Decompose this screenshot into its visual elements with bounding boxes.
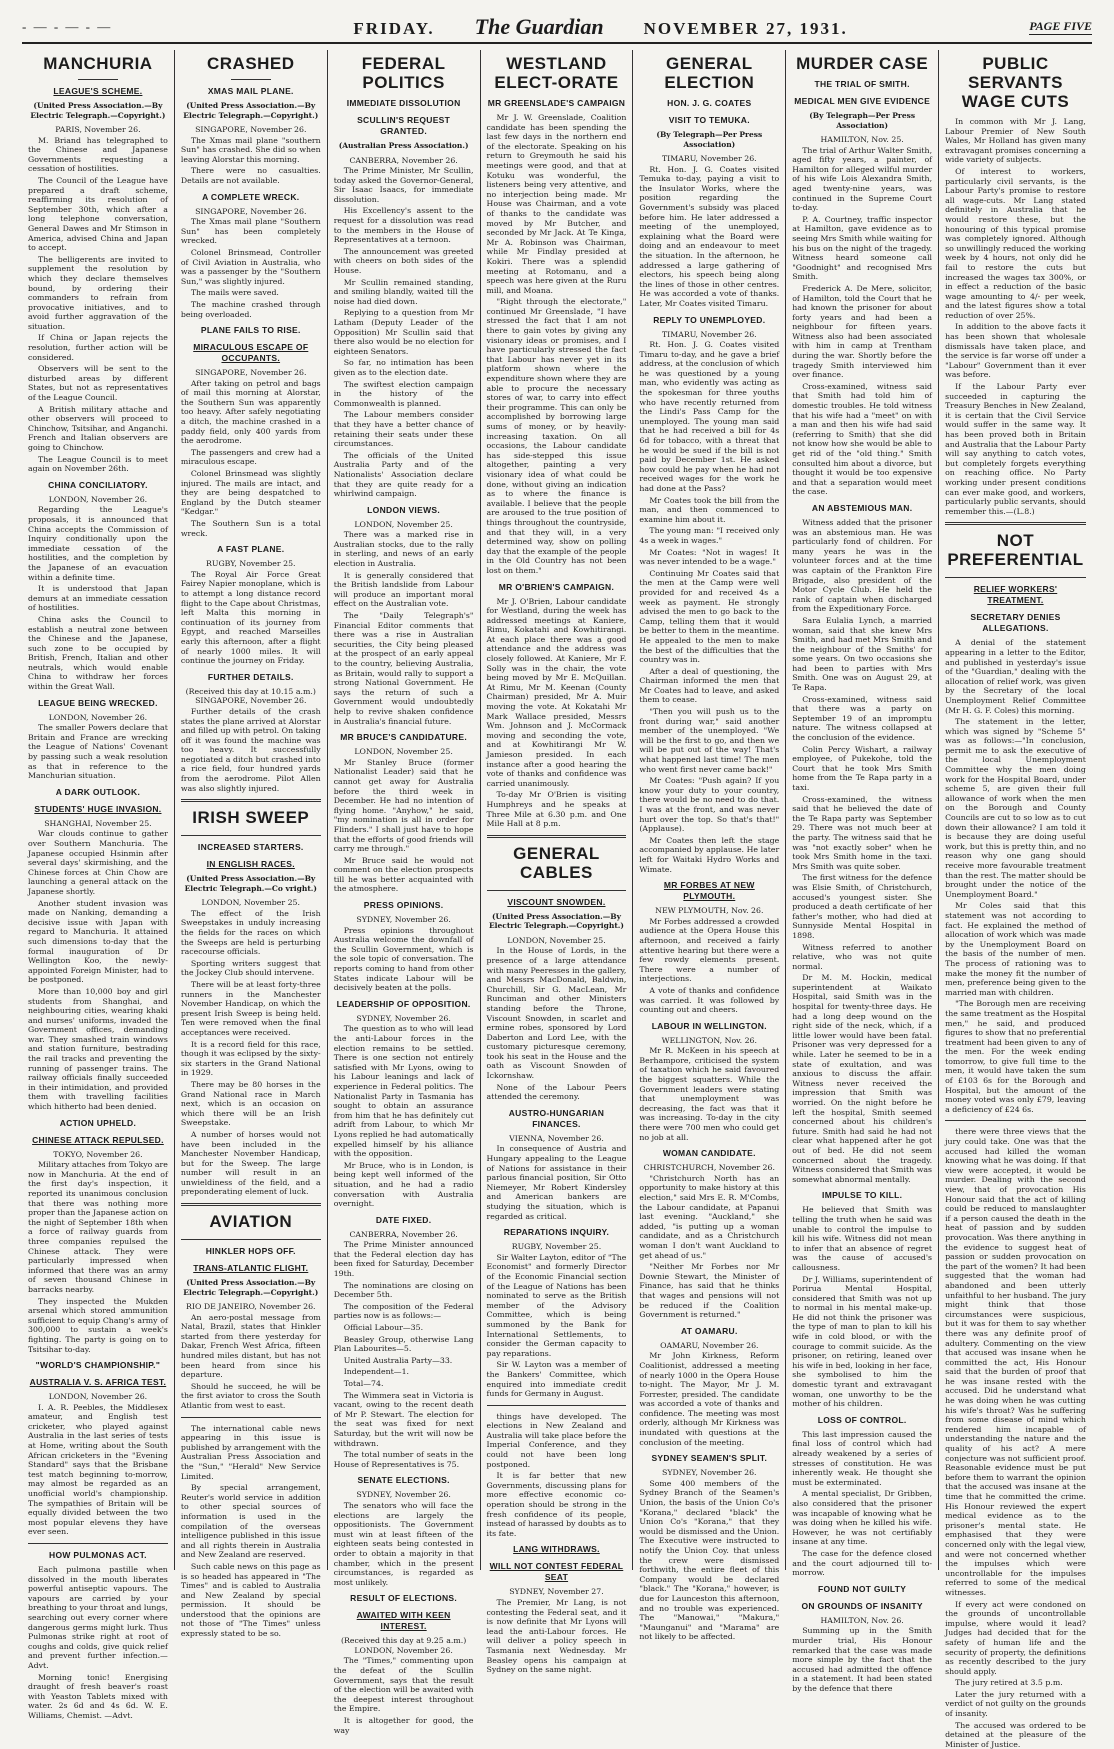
dateline: WELLINGTON, Nov. 26. bbox=[661, 1035, 757, 1045]
subheading: LABOUR IN WELLINGTON. bbox=[651, 1020, 767, 1031]
paragraph: The Royal Air Force Great Fairey Napier monoplane, which is to attempt a long distance record flight to the Cape about Christmas, left Malta this morning in continuation of its journey from Egypt, and reached Marseilles early this afternoon, after a flight of nearly 1000 miles. It will continue the journey on Friday. bbox=[180, 569, 321, 666]
paragraph: A mental specialist, Dr Gribben, also considered that the prisoner was incapable of knowing what he was doing when he killed his wife. However, he was not certifiably insane at any time. bbox=[792, 1489, 933, 1547]
subheading: CHINESE ATTACK REPULSED. bbox=[32, 1134, 164, 1145]
subheading: SECRETARY DENIES ALLEGATIONS. bbox=[970, 612, 1061, 634]
subheading: FURTHER DETAILS. bbox=[207, 671, 294, 682]
dateline: SYDNEY, November 26. bbox=[356, 1490, 451, 1500]
headline: PUBLIC SERVANTS WAGE CUTS bbox=[961, 54, 1070, 111]
paragraph: The case for the defence closed and the court adjourned till to-morrow. bbox=[792, 1548, 933, 1578]
paragraph: It is altogether for good, the way bbox=[333, 1716, 474, 1735]
paragraph: Cross-examined, witness said that Smith had told him of domestic troubles. He told witness that his wife had a "meet" on with a man and then his wife had said (referring to Smith) that she did not know how she would be able to get rid of the "old thing." Smith consulted him about a divorce, but thought it would be too expensive and that a separation would meet the case. bbox=[792, 381, 933, 497]
headline: WESTLAND ELECT-ORATE bbox=[494, 54, 619, 92]
paragraph: Cross-examined, witness said that there was a party on September 19 of an impromptu nature. The witness collapsed at the conclusion of the evidence. bbox=[792, 694, 933, 743]
paragraph: P. A. Courtney, traffic inspector at Hamilton, gave evidence as to seeing Mrs Smith while waiting for his bus on the night of the tragedy. Witness heard someone call "Goodnight" and recognised Mrs Smith. bbox=[792, 214, 933, 282]
column-public-servants bbox=[939, 50, 1092, 1749]
dateline: LONDON, November 25. bbox=[354, 747, 453, 757]
paragraph: Mr Bruce, who is in London, is being kept well informed of the situation, and he had a radio conversation with Australia overnight. bbox=[333, 1160, 474, 1209]
divider bbox=[78, 79, 118, 80]
paragraph: Mr Coates took the bill from the man, and then commenced to examine him about it. bbox=[639, 495, 780, 524]
dateline: PARIS, November 26. bbox=[55, 125, 141, 134]
newspaper-columns bbox=[22, 50, 1092, 1749]
paragraph: Independent—1. bbox=[343, 1367, 410, 1377]
paragraph: The total number of seats in the House of Representatives is 75. bbox=[333, 1450, 474, 1469]
subheading: DATE FIXED. bbox=[375, 1214, 432, 1225]
paragraph: If China or Japan rejects the resolution, further action will be considered. bbox=[28, 333, 168, 362]
subheading: MR GREENSLADE'S CAMPAIGN bbox=[487, 98, 626, 108]
dateline: HAMILTON, Nov. 25. bbox=[820, 135, 904, 144]
subheading: AUSTRO-HUNGARIAN FINANCES. bbox=[508, 1107, 605, 1129]
dateline: RIO DE JANEIRO, November 26. bbox=[186, 1302, 316, 1312]
paragraph: It is generally considered that the British landslide from Labour will produce an important moral effect on the Australian vote. bbox=[333, 570, 474, 609]
paragraph: Rt. Hon. J. G. Coates visited Temuka to-day, paying a visit to the Insulator Works, where the position regarding the Government's subsidy was placed before him. He later addressed a meeting of the unemployed, explaining what the Board were doing and an endeavour to meet the situation. In the afternoon, he addressed a large gathering of electors, his speech being along the lines of those in other centres. He was accorded a vote of thanks. Later, Mr Coates visited Timaru. bbox=[639, 164, 780, 308]
subheading: LEADERSHIP OF OPPOSITION. bbox=[336, 998, 471, 1009]
dateline: LONDON, November 25. bbox=[354, 519, 453, 529]
paragraph: Mr Coates: "Push again? If you know your duty to your country, there would be no need to do that. I was at the front, and was never hurt over the top. So that's that!" (Applause). bbox=[639, 776, 780, 834]
paragraph: Mr Coates then left the stage accompanied by applause. He later left for Waitaki Hydro Works and Wimate. bbox=[639, 835, 780, 874]
dateline: SYDNEY, November 26. bbox=[356, 915, 451, 925]
headline: AVIATION bbox=[209, 1212, 293, 1232]
column-westland-electorate bbox=[481, 50, 634, 1675]
dateline: TIMARU, November 26. bbox=[661, 329, 757, 339]
subheading: SENATE ELECTIONS. bbox=[357, 1475, 450, 1486]
subheading: IN ENGLISH RACES. bbox=[206, 859, 295, 870]
paragraph: Mr Bruce said he would not comment on the election prospects till he was better acquainted with the atmosphere. bbox=[333, 855, 474, 894]
paragraph: Mr Coates: "Not in wages! It was never intended to be a wage." bbox=[639, 547, 780, 567]
subheading: RESULT OF ELECTIONS. bbox=[350, 1593, 458, 1604]
paragraph: A British military attache and other observers will proceed to Chinchow, Tsitsihar, and Anganchi. French and Italian observers are going to Chinchow. bbox=[28, 404, 168, 452]
dateline: RUGBY, November 25. bbox=[206, 559, 296, 569]
paragraph: Sara Eulalia Lynch, a married woman, said that she knew Mrs Smith, and had met Mrs Smith and the neighbour of the Smiths' for some years. On two occasions she had been to parties with Mrs Smith. One was on August 29, at Te Rapa. bbox=[792, 615, 933, 693]
section-rule bbox=[181, 799, 321, 836]
divider bbox=[28, 1543, 168, 1544]
subheading: VISCOUNT SNOWDEN. bbox=[507, 896, 606, 907]
headline: GENERAL ELECTION bbox=[664, 54, 755, 92]
dateline: RUGBY, November 25. bbox=[511, 1242, 602, 1252]
paragraph: Mr J. W. Greenslade, Coalition candidate has been spending the last few days in the northern end of the electorate. Speaking on his return to Greymouth he said his meetings were good, and that at Kotuku was wonderful, the listeners being very attentive, and no interjection being made. Mr House was Chairman, and a vote of thanks to the candidate was moved by Mr Butcher, and seconded by Mr Jack. At Te Kinga, Mr A. Robinson was Chairman, while Mr Findlay presided at Kokiri. There was a splendid meeting at Rotomanu, and a speech was here given at the Ruru mill, and Moana. bbox=[486, 113, 627, 295]
notice: The international cable news appearing in this issue is published by arrangement with the Australian Press Association and the "Sun," "Herald" New Service Limited. bbox=[180, 1423, 321, 1481]
paragraph: Replying to a question from Mr Latham (Deputy Leader of the Opposition) Mr Scullin said that there also would be no election for eighteen Senators. bbox=[333, 308, 474, 356]
dateline: NEW PLYMOUTH, Nov. 26. bbox=[655, 906, 764, 916]
subheading: LOSS OF CONTROL. bbox=[817, 1414, 907, 1425]
dateline: CANBERRA, November 26. bbox=[349, 155, 458, 165]
subheading: A COMPLETE WRECK. bbox=[202, 191, 300, 202]
subheading: SYDNEY SEAMEN'S SPLIT. bbox=[651, 1453, 768, 1464]
masthead bbox=[22, 12, 1092, 44]
paragraph: Military attaches from Tokyo are now in Manchuria. At the end of the first day's inspection, it reported its unanimous conclusion that there was nothing more proper than the Japanese action on the night of September 18th when a force of railway guards from three companies repulsed the Chinese attack. They were particularly impressed when informed that there was an army of seven thousand Chinese in barracks nearby. bbox=[28, 1160, 168, 1294]
subheading: LONDON VIEWS. bbox=[367, 504, 441, 515]
paragraph: M. Briand has telegraphed to the Chinese and Japanese Governments requesting a cessation of hostilities. bbox=[28, 135, 168, 174]
dateline: TOKYO, November 26. bbox=[53, 1149, 143, 1159]
dateline: SINGAPORE, November 26. bbox=[195, 125, 307, 134]
paragraph: Witness referred to another relative, who was not quite normal. bbox=[792, 942, 933, 971]
paragraph: Mr J. O'Brien, Labour candidate for Westland, during the week has addressed meetings at Kaniere, Rimu, Kokatahi and Kowhitirangi. At each place there was a good attendance and the address was closely followed. At Kaniere, Mr F. Solly was in the chair, the vote being moved by Mr E. McQuillan. At Rimu, Mr M. Keenan (County Chairman) presided, Mr A. Muir moving the vote. At Kokatahi Mr Mark Wallace presided, Messrs Wm. Johnson and J. McCormack moving and seconding the vote, and at Kowhitirangi Mr W. Jamieson presided. In each instance after a good hearing the vote of thanks and confidence was carried unanimously. bbox=[486, 596, 627, 788]
paragraph: To-day Mr O'Brien is visiting Humphreys and he speaks at Three Mile at 6.30 p.m. and One Mile Hall at 8 p.m. bbox=[486, 790, 627, 829]
subheading: RELIEF WORKERS' TREATMENT. bbox=[973, 584, 1058, 606]
paragraph: United Australia Party—33. bbox=[343, 1355, 453, 1365]
paragraph: "Right through the electorate," continued Mr Greenslade, "I have stressed the fact that I am not there to gain votes by giving any visionary ideas or promises, and I have particularly stressed the fact that Labour has never yet in its platform shown where the expenditure shown where they are able to procure the necessary stores of war, to carry into effect their programme. This can only be accomplished by borrowing large sums of money, or by heavily-increasing taxation. On all occasions, the Labour candidate has side-stepped this issue altogether, painting a very visionary idea of what could be done, without giving an indication as to where the finance is available. I believe that the people are aroused to the true position of things throughout the countryside, and that they will, in a very determined way, show on polling day that the example of the people in the Old Country has not been lost on them." bbox=[486, 297, 627, 575]
masthead-paper-name: The Guardian bbox=[474, 14, 604, 39]
paragraph: Observers will be sent to the disturbed areas by different States, but not as representatives of the League Council. bbox=[28, 364, 168, 403]
paragraph: things have developed. The elections in New Zealand and Australia will take place before the Imperial Conference, and they could not have been long postponed. bbox=[486, 1411, 627, 1469]
advertisement: Morning tonic! Energising draught of fresh beaver's roast with Yeaston Tablets mixed with water. 2s 6d and 4s 6d. W. E. Williams, Chemist. —Advt. bbox=[28, 1672, 168, 1720]
column-federal-politics bbox=[328, 50, 481, 1735]
column-general-election bbox=[633, 50, 786, 1642]
dateline: CANBERRA, November 26. bbox=[349, 1229, 458, 1239]
paragraph: If the Labour Party ever succeeded in capturing the Treasury Benches in New Zealand, it is certain that the Civil Service would suffer in the same way. It has been proved both in Britain and Australia that the Labour Party will say anything to catch votes, but completely forgets everything on reaching office. No Party working under present conditions can ever make good, and workers, particularly public servants, should remember this.—(L.8.) bbox=[945, 382, 1086, 516]
dateline: SHANGHAI, November 25. bbox=[44, 818, 152, 828]
subheading: IMMEDIATE DISSOLUTION bbox=[346, 98, 461, 108]
paragraph: The trial of Arthur Walter Smith, aged fifty years, a painter, of Hamilton for alleged wilful murder of his wife Lois Alexandra Smith, aged twenty-nine years, was continued in the Supreme Court to-day. bbox=[792, 145, 933, 213]
paragraph: The accused was ordered to be detained at the pleasure of the Minister of Justice. bbox=[945, 1720, 1086, 1749]
paragraph: In addition to the above facts it has been shown that wholesale dismissals have taken place, and the service is far worse off under a "Labour" Government than it ever was before. bbox=[945, 322, 1086, 380]
paragraph: "The Borough men are receiving the same treatment as the Hospital men," he said, and produced figures to show that no preferential treatment had been given to any of the men. For the week ending tomorrow, to give full time to the men, it would have taken the sum of £103 6s for the Borough and Hospital, but the amount of the money voted was only £79, leaving a deficiency of £24 6s. bbox=[945, 999, 1086, 1114]
dateline: LONDON, November 26. bbox=[48, 1392, 148, 1402]
headline: GENERAL CABLES bbox=[513, 843, 600, 882]
paragraph: "Christchurch North has an opportunity to make history at this election," said Mrs E. R. M'Combs, the Labour candidate, at Papanui last evening. "Auckland," she added, "is putting up a woman candidate, and as a Christchurch woman I don't want Auckland to get ahead of us." bbox=[639, 1173, 780, 1260]
paragraph: Mr John Kirkness, Reform Coalitionist, addressed a meeting of nearly 1000 in the Opera House to-night. The Mayor, Mr J. M. Forrester, presided. The candidate was accorded a vote of thanks and confidence. The meeting was most orderly, although Mr Kirkness was inundated with questions at the conclusion of the meeting. bbox=[639, 1351, 780, 1447]
byline: (By Telegraph—Per Press Association) bbox=[809, 111, 916, 130]
masthead-date: NOVEMBER 27, 1931. bbox=[643, 19, 848, 38]
dateline: SYDNEY, November 26. bbox=[662, 1468, 757, 1478]
paragraph: The belligerents are invited to supplement the resolution by which they declare themselves bound, by ordering their commanders to refrain from provocative initiatives, and to avoid further aggravation of the situation. bbox=[28, 254, 168, 331]
paragraph: The passengers and crew had a miraculous escape. bbox=[180, 447, 321, 467]
subheading: LEAGUE BEING WRECKED. bbox=[38, 697, 158, 708]
byline: (Australian Press Association.) bbox=[338, 141, 469, 150]
section-rule bbox=[487, 835, 627, 891]
subheading: REPLY TO UNEMPLOYED. bbox=[653, 314, 766, 325]
paragraph: I. A. R. Peebles, the Middlesex amateur, and English test cricketer, who played against Australia in the last series of tests at Home, writing about the South African cricketers in the "Evening Standard" says that the Brisbane test match beginning to-morrow, may almost be regarded as an unofficial world's championship. The sympathies of Britain will be equally divided between the two most popular elevens they have ever seen. bbox=[28, 1402, 168, 1537]
paragraph: If every act were condoned on the grounds of uncontrollable impulse, where would it lead? Judges had decided that for the safety of human life and the security of property, the definitions as recently described to the jury should apply. bbox=[945, 1599, 1086, 1676]
subheading: HON. J. G. COATES bbox=[667, 98, 752, 108]
divider bbox=[487, 1405, 627, 1406]
paragraph: "Neither Mr Forbes nor Mr Downie Stewart, the Minister of Finance, has said that he thinks that wages and pensions will not be reduced if the Coalition Government is returned." bbox=[639, 1262, 780, 1320]
paragraph: The Labour members consider that they have a better chance of retaining their seats under these circumstances. bbox=[333, 410, 474, 449]
paragraph: There were no casualties. Details are not available. bbox=[180, 166, 321, 185]
paragraph: Mr Coles said that this statement was not according to fact. He explained the method of allocation of work which was made by the Unemployment Board on the basis of the number of men. The process of rationing was to make the money fit the number of men, preference being given to the married man with children. bbox=[945, 901, 1086, 997]
dateline: SINGAPORE, November 26. bbox=[195, 368, 307, 378]
paragraph: So far, no intimation has been given as to the election date. bbox=[333, 358, 474, 377]
paragraph: The Council of the League have prepared a draft scheme, reaffirming its resolution of September 30th, which after a long telephone conversation, General Dawes and Mr Stimson in America, advised China and Japan to accept. bbox=[28, 175, 168, 253]
dateline: SYDNEY, November 27. bbox=[509, 1587, 604, 1597]
subheading: WILL NOT CONTEST FEDERAL SEAT bbox=[489, 1561, 624, 1583]
subheading: REPARATIONS INQUIRY. bbox=[503, 1227, 610, 1238]
paragraph: An aero-postal message from Natal, Brazil, states that Hinkler started from there yesterday for Dakar, French West Africa, fifteen hundred miles distant, but has not been heard from since his departure. bbox=[180, 1312, 321, 1380]
paragraph: "Then you will push us to the front during war," said another member of the unemployed. "We will be the first to go, and then we will be put out of the way! That's what happened last time! The men who went first never came back!" bbox=[639, 707, 780, 774]
paragraph: It is a record field for this race, though it was eclipsed by the sixty-six starters in the Grand National in 1929. bbox=[180, 1039, 321, 1078]
paragraph: The "Daily Telegraph's" Financial Editor comments that there was a rise in Australian securities, the City being pleased at the prospect of an early appeal to the country, believing Australia, as Britain, would rally to support a strong National Government. He says the return of such a Government would undoubtedly help to revive shaken confidence in Australia's financial future. bbox=[333, 611, 474, 726]
subheading: ON GROUNDS OF INSANITY bbox=[801, 1600, 923, 1611]
subheading: STUDENTS' HUGE INVASION. bbox=[34, 803, 162, 814]
paragraph: In consequence of Austria and Hungary appealing to the League of Nations for assistance in their parlous financial position, Sir Otto Niemeyer, Mr Robert Kindersley and American bankers are studying the situation, which is regarded as critical. bbox=[486, 1144, 627, 1221]
dateline: LONDON, November 25. bbox=[507, 935, 606, 945]
headline: CRASHED bbox=[206, 54, 295, 73]
paragraph: The machine crashed through being overloaded. bbox=[180, 299, 321, 319]
paragraph: The Prime Minister announced that the Federal election day has been fixed for Saturday, December 19th. bbox=[333, 1240, 474, 1279]
paragraph: The "Times," commenting upon the defeat of the Scullin Government, says that the result of the election will be awaited with the deepest interest throughout the Empire. bbox=[333, 1656, 474, 1714]
paragraph: Dr J. Williams, superintendent of Porirua Mental Hospital, considered that Smith was not up to normal in his mental make-up. He did not think the prisoner was the type of man to plan to kill his wife in cold blood, or with the courage to commit suicide. As the prisoner, on retiring, leaned over his wife in bed, looking in her face, she symbolised to him the domestic tyrant and extravagant woman, one unworthy to be the mother of his children. bbox=[792, 1274, 933, 1409]
masthead-day: FRIDAY. bbox=[353, 19, 435, 38]
dateline: (Received this day at 10.15 a.m.) SINGAPORE, November 26. bbox=[185, 686, 316, 706]
dateline: LONDON, November 26. bbox=[48, 712, 148, 722]
subheading: MR O'BRIEN'S CAMPAIGN. bbox=[498, 581, 615, 592]
section-rule bbox=[181, 1203, 321, 1240]
paragraph: The jury retired at 3.5 p.m. bbox=[955, 1678, 1063, 1688]
subheading: HINKLER HOPS OFF. bbox=[205, 1246, 296, 1257]
dateline: HAMILTON, Nov. 26. bbox=[820, 1615, 904, 1625]
subheading: TRANS-ATLANTIC FLIGHT. bbox=[193, 1263, 309, 1274]
subheading: ACTION UPHELD. bbox=[59, 1117, 137, 1128]
masthead-page-number: PAGE FIVE bbox=[1029, 19, 1092, 33]
paragraph: Rt. Hon. J. G. Coates visited Timaru to-day, and he gave a brief address, at the conclusion of which he was questioned by a young man, who evidently was acting as the spokesman for three youths who have recently returned from the Lindi's Pass Camp for the unemployed. The young man said that he had received a bill for 4s 6d for tobacco, with a threat that he would be sued if the bill is not paid by December 1st. He asked how could he pay when he had not received wages for the work he had done at the Pass? bbox=[639, 340, 780, 493]
paragraph: His Excellency's assent to the request for a dissolution was read to the members in the House of Representatives at a ternoon. bbox=[333, 206, 474, 245]
paragraph: Regarding the League's proposals, it is announced that China accepts the Commission of Inquiry conditionally upon the immediate cessation of the hostilities, and the completion by the Japanese of an evacuation within a definite time. bbox=[28, 505, 168, 582]
paragraph: The announcement was greeted with cheers on both sides of the House. bbox=[333, 246, 474, 276]
subheading: "WORLD'S CHAMPIONSHIP." bbox=[35, 1360, 161, 1371]
subheading: A DARK OUTLOOK. bbox=[55, 786, 141, 797]
divider bbox=[231, 79, 271, 80]
notice: By special arrangement, Reuter's world service in addition to other special sources of information is used in the compilation of the overseas intelligence published in this issue and all rights therein in Australia and New Zealand are reserved. bbox=[180, 1483, 321, 1560]
column-manchuria bbox=[22, 50, 175, 1720]
subheading: XMAS MAIL PLANE. bbox=[207, 86, 294, 96]
byline: (By Telegraph—Per Press Association) bbox=[656, 130, 763, 149]
paragraph: There will be at least forty-three runners in the Manchester November Handicap, on which the present Irish Sweep is being held. Ten were removed when the final acceptances were received. bbox=[180, 980, 321, 1037]
subheading: AWAITED WITH KEEN INTEREST. bbox=[356, 1610, 451, 1632]
paragraph: There may be 80 horses in the Grand National race in March next, which is an occasion on which there will be an Irish Sweepstake. bbox=[180, 1079, 321, 1128]
divider bbox=[181, 1417, 321, 1418]
subheading: IMPULSE TO KILL. bbox=[822, 1190, 903, 1201]
subheading: AN ABSTEMIOUS MAN. bbox=[811, 502, 913, 513]
paragraph: The nominations are closing on December 5th. bbox=[333, 1280, 474, 1300]
paragraph: Colonel Brinsmead was slightly injured. The mails are intact, and they are being despatched to England by the Dutch steamer "Kedgar." bbox=[180, 469, 321, 517]
paragraph: Further details of the crash states the plane arrived at Alorstar and filled up with petrol. On taking off it was found the machine was too heavy. It successfully negotiated a ditch but crashed into a rice field, four hundred yards from the aerodrome. Pilot Allen was also slightly injured. bbox=[180, 706, 321, 793]
dateline: TIMARU, November 26. bbox=[661, 154, 757, 163]
paragraph: In the House of Lords, in the presence of a large attendance with many Peeresses in the gallery, and Messrs MacDonald, Baldwin, Churchill, Sir G. MacLean, Mr Runciman and other Ministers standing before the Throne, Viscount Snowden, in scarlet and ermine robes, sponsored by Lord Daberton and Lord Lee, with the customary picturesque ceremony, took his seat in the House and the oath as Viscount Snowden of Ickornshaw. bbox=[486, 946, 627, 1081]
headline: NOT PREFERENTIAL bbox=[947, 531, 1084, 570]
dateline: SYDNEY, November 26. bbox=[356, 1013, 451, 1023]
paragraph: A vote of thanks and confidence was carried. It was followed by counting out and cheers. bbox=[639, 985, 780, 1015]
paragraph: They inspected the Mukden arsenal which stored ammunition sufficient to equip Chang's army of 300,000 to sustain a week's fighting. The party is going on to Tsitsihar to-day. bbox=[28, 1296, 168, 1354]
paragraph: It is understood that Japan demurs at an immediate cessation of hostilities. bbox=[28, 584, 168, 613]
paragraph: Of interest to workers, particularly civil servants, is the Labour Party's promise to restore all wage-cuts. Mr Lang stated definitely in Australia that he would restore these, but the honouring of this typical promise was completely ignored. Although so unwillingly reduced the working week by 4 hours, not only did he fail to restore the cuts but increased the wages tax 300%, or in effect a reduction of the basic wage amounting to 4/- per week, and the latest figures show a total reduction of over 25%. bbox=[945, 166, 1086, 320]
byline: (United Press Association.—By Electric Telegraph.—Copyright.) bbox=[183, 101, 319, 120]
headline: FEDERAL POLITICS bbox=[361, 54, 446, 92]
subheading: MEDICAL MEN GIVE EVIDENCE bbox=[794, 96, 931, 106]
subheading: PLANE FAILS TO RISE. bbox=[200, 325, 301, 336]
paragraph: Continuing Mr Coates said that the men at the Camp were well provided for and received 4s a week as payment. He strongly advised the men to go back to the Camp, telling them that it would be better to them in the meantime. He appealed to the men to make the best of the difficulties that the country was in. bbox=[639, 568, 780, 665]
column-crashed bbox=[175, 50, 328, 1639]
dateline: OAMARU, November 26. bbox=[660, 1340, 759, 1350]
section-rule bbox=[945, 522, 1086, 578]
headline: MANCHURIA bbox=[43, 54, 153, 73]
subheading: THE TRIAL OF SMITH. bbox=[814, 79, 910, 89]
subheading: LANG WITHDRAWS. bbox=[513, 1544, 600, 1555]
paragraph: The officials of the United Australia Party and of the Nationalists' Association declare that they are quite ready for a whirlwind campaign. bbox=[333, 450, 474, 499]
divider bbox=[945, 1120, 1086, 1121]
paragraph: there were three views that the jury could take. One was that the accused had killed the woman knowing what he was doing. If that view were accepted, it would be murder. Dealing with the second view, that of provocation His Honour said that the act of killing could be reduced to manslaughter if a person caused the death in the heat of passion and by sudden provocation. Was there anything in the evidence to suggest heat of passion or sudden provocation on the part of the women? It had been suggested that the woman had abandoned and been utterly unfaithful to her husband. The jury might think that those circumstances were suspicious, but it was for them to say whether there was any definite proof of adultery. Commenting on the view that accused was insane when he committed the act, His Honour said that the burden of proof that he was insane rested with the accused. Did he understand what he was doing when he was cutting his wife's throat? Was he suffering from some disease of mind which rendered him incapable of understanding the nature and the quality of his act? A mere conjecture was not sufficient proof. Reasonable evidence must be put before them to warrant the opinion that the accused was insane at the time that he committed the crime. His Honour reviewed the expert medical evidence as to the prisoner's mental state. He emphasised that they were concerned only with the legal view, and were not concerned whether the impulses which were uncontrollable for the impulses referred to some of the medical witnesses. bbox=[945, 1127, 1086, 1597]
paragraph: Total—74. bbox=[343, 1379, 384, 1388]
paragraph: There was a marked rise in Australian stocks, due to the rally in sterling, and news of an early election in Australia. bbox=[333, 530, 474, 569]
paragraph: The swiftest election campaign in the history of the Commonwealth is planned. bbox=[333, 379, 474, 408]
paragraph: Mr Forbes addressed a crowded audience at the Opera House this afternoon, and received a fairly attentive hearing but there were a few rowdy elements present. There were a number of interjections. bbox=[639, 916, 780, 984]
paragraph: A denial of the statement appearing in a letter to the Editor, and published in yesterday's issue of the "Guardian," dealing with the allocation of relief work, was given by the Secretary of the local Unemployment Relief Committee (Mr H. G. F. Coles) this morning. bbox=[945, 638, 1086, 715]
paragraph: China asks the Council to establish a neutral zone between the Chinese and the Japanese, such zone to be occupied by British, French, Italian and other neutrals, which would enable China to withdraw her forces within the Great Wall. bbox=[28, 614, 168, 692]
paragraph: The senators who will face the elections are largely the oppositionists. The Government must win at least fifteen of the eighteen seats being contested in order to obtain a majority in that chamber, which in the present circumstances, is regarded as most unlikely. bbox=[333, 1500, 474, 1587]
paragraph: Mr R. McKeen in his speech at Berhampore, criticised the system of taxation which he said favoured the biggest squatters. While the Government leaders were stating that unemployment was decreasing, the fact was that it was increasing. To-day in the city there were 700 men who could get no job at all. bbox=[639, 1046, 780, 1142]
paragraph: The Premier, Mr Lang, is not contesting the Federal seat, and it is now definite that Mr Lyons will lead the anti-Labour forces. He will deliver a policy speech in Tasmania next Wednesday. Mr Beasley opens his campaign at Sydney on the same night. bbox=[486, 1598, 627, 1675]
paragraph: Mr Stanley Bruce (former Nationalist Leader) said that he cannot get away for Australia before the third week in December. He had no intention of flying home. "Anyhow," he said, "my nomination is all in order for Flinders." I shall just have to hope that the efforts of good friends will carry me through." bbox=[333, 757, 474, 854]
paragraph: After taking on petrol and bags of mail this morning at Alorstar, the Southern Sun was apparently too heavy. After safely negotiating a ditch, the machine crashed in a paddy field, only 400 yards from the aerodrome. bbox=[180, 378, 321, 446]
paragraph: A number of horses would not have been included in the Manchester November Handicap, but for the Sweep. The large number will result in an unwieldiness of the field, and a preponderating element of luck. bbox=[180, 1129, 321, 1197]
subheading: AUSTRALIA V. S. AFRICA TEST. bbox=[29, 1377, 167, 1388]
paragraph: Sir Walter Layton, editor of "The Economist" and formerly Director of the Economic Financial section of the League of Nations has been nominated to serve as the British member of the Advisory Committee, which is being summoned by the Bank for International Settlements, to consider the German capacity to pay reparations. bbox=[486, 1252, 627, 1358]
column-murder-case bbox=[786, 50, 939, 1693]
paragraph: He believed that Smith was telling the truth when he said was unable to control the impulse to kill his wife. Witness did not mean to infer that an absence of regret was the cause of accused's callousness. bbox=[792, 1205, 933, 1272]
headline: MURDER CASE bbox=[796, 54, 929, 73]
subheading: HOW PULMONAS ACT. bbox=[49, 1550, 147, 1560]
paragraph: It is far better that new Governments, discussing plans for more effective economic co-operation should be strong in the fresh confidence of its people, instead of harassed by doubts as to its fate. bbox=[486, 1471, 627, 1538]
paragraph: Another student invasion was made on Nanking, demanding a decisive issue with Japan with regard to Manchuria. It attained such dimensions to-day that the formal inauguration of Dr Wellington Koo, the newly-appointed Foreign Minister, had to be postponed. bbox=[28, 898, 168, 985]
subheading: VISIT TO TEMUKA. bbox=[668, 115, 750, 125]
subheading: WOMAN CANDIDATE. bbox=[662, 1148, 756, 1159]
subheading: INCREASED STARTERS. bbox=[197, 842, 304, 853]
paragraph: Press opinions throughout Australia welcome the downfall of the Scullin Government, which is the sole topic of conversation. The reports coming to hand from other States indicate Labour will be decisively beaten at the polls. bbox=[333, 925, 474, 993]
dateline: (Received this day at 9.25 a.m.) LONDON, November 26. bbox=[340, 1636, 467, 1655]
notice: Such cable news on this page as is so headed has appeared in "The Times" and is cabled to Australia and New Zealand by special permission. It should be understood that the opinions are not those of "The Times" unless expressly stated to be so. bbox=[180, 1561, 321, 1639]
dateline: LONDON, November 25. bbox=[201, 898, 300, 908]
paragraph: Colonel Brinsmead, Controller of Civil Aviation in Australia, who was a passenger by the "Southern Sun," was slightly injured. bbox=[180, 247, 321, 286]
paragraph: The Prime Minister, Mr Scullin, today asked the Governor-General, Sir Isaac Isaacs, for immediate dissolution. bbox=[333, 166, 474, 204]
paragraph: Later the jury returned with a verdict of not guilty on the grounds of insanity. bbox=[945, 1689, 1086, 1719]
paragraph: Colin Percy Wishart, a railway employee, of Pukekohe, told the Court that he took Mrs Smith home from the Te Rapa party in a taxi. bbox=[792, 744, 933, 792]
paragraph: None of the Labour Peers attended the ceremony. bbox=[486, 1082, 627, 1102]
subheading: LEAGUE'S SCHEME. bbox=[53, 86, 143, 96]
dateline: VIENNA, November 26. bbox=[509, 1133, 604, 1143]
paragraph: The first witness for the defence was Elsie Smith, of Christchurch, accused's youngest sister. She produced a death certificate of her father's mother, who had died at Sunnyside Mental Hospital in 1898. bbox=[792, 873, 933, 940]
paragraph: The mails were saved. bbox=[190, 288, 279, 298]
paragraph: The Southern Sun is a total wreck. bbox=[180, 519, 321, 538]
masthead-center bbox=[353, 14, 847, 40]
paragraph: The Wimmera seat in Victoria is vacant, owing to the recent death of Mr P. Stewart. The election for the seat was fixed for next Saturday, but the writ will now be withdrawn. bbox=[333, 1390, 474, 1448]
paragraph: Should he succeed, he will be the first aviator to cross the South Atlantic from west to east. bbox=[180, 1381, 321, 1410]
paragraph: Dr M. M. Hockin, medical superintendent at Waikato Hospital, said Smith was in the hospital for twenty-three days. He had a long deep wound on the right side of the neck, which, if a little lower would have been fatal. Prisoner was very depressed for a while. Later he seemed to be in a state of exultation, and was anxious to discuss the affair. Witness never received the impression that Smith was worried. On the night before he left the hospital, Smith seemed concerned about his children's future. Smith had said he had not clear what happened after he got out of bed. He did not seem concerned about the tragedy. Witness considered that Smith was somewhat abnormal mentally. bbox=[792, 973, 933, 1184]
paragraph: The young man: "I received only 4s a week in wages." bbox=[639, 526, 780, 545]
dateline: SINGAPORE, November 26. bbox=[195, 206, 307, 216]
paragraph: The statement in the letter, which was signed by "Scheme 5" was as follows:—"In conclusion, permit me to ask the executive of the local Unemployment Committee why the men doing work for the Hospital Board, under scheme 5, are given their full allowance of work when the men on the Borough and County Councils are cut to so low as to cut down their allowance? I am told it is because they are doing useful work, but this is pretty thin, and no reason why one gang should receive more favourable treatment than the rest. The matter should be brought under the notice of the Unemployment Board." bbox=[945, 717, 1086, 899]
paragraph: Witness added that the prisoner was an abstemious man. He was particularly fond of children. For many years he was in the volunteer forces and at the time was captain of the Frankton Fire Brigade, also president of the Motor Cycle Club. He held the rank of captain when discharged from the Expeditionary Force. bbox=[792, 517, 933, 614]
advertisement: Each pulmona pastille when dissolved in the mouth liberates powerful antiseptic vapours. The vapours are carried by your breathing to your throat and lungs, searching out every corner where dangerous germs might lurk. Thus Pulmonas strike right at root of coughs and colds, give quick relief and prevent further infection.—Advt. bbox=[28, 1565, 168, 1670]
paragraph: Some 400 members of the Sydney Branch of the Seamen's Union, the basis of the Union Co's "Korana," declared "black" the Union Co's "Korana," that they would be dismissed and the Union. The Executive were instructed to notify the Union Coy. that unless the crew were dismissed forthwith, the entire fleet of this Company would be declared "black." The "Korana," however, is due for Launceston this afternoon, and no trouble was experienced. The "Manowai," "Makura," "Maunganui" and "Marama" are not likely to be affected. bbox=[639, 1478, 780, 1642]
subheading: SCULLIN'S REQUEST GRANTED. bbox=[357, 115, 451, 136]
paragraph: The Xmas mail plane "southern Sun" has crashed. She did so when leaving Alorstar this morning. bbox=[180, 135, 321, 164]
dateline: CHRISTCHURCH, November 26. bbox=[643, 1163, 775, 1173]
subheading: MR BRUCE'S CANDIDATURE. bbox=[340, 732, 468, 743]
paragraph: After a deal of questioning, the Chairman informed the men that Mr Coates had to leave, and asked them to cease. bbox=[639, 666, 780, 705]
paragraph: The Xmas mail plane "Southern Sun" has been completely wrecked. bbox=[180, 217, 321, 246]
paragraph: In common with Mr J. Lang, Labour Premier of New South Wales, Mr Holland has given many extravagant promises concerning a wide variety of subjects. bbox=[945, 117, 1086, 165]
paragraph: Official Labour—35. bbox=[343, 1323, 424, 1333]
paragraph: Beasley Group, otherwise Lang Plan Labourites—5. bbox=[333, 1334, 474, 1354]
subheading: A FAST PLANE. bbox=[217, 544, 285, 555]
subheading: PRESS OPINIONS. bbox=[363, 900, 444, 911]
paragraph: Mr Scullin remained standing, and smiling blandly, waited till the noise had died down. bbox=[333, 277, 474, 306]
subheading: AT OAMARU. bbox=[680, 1325, 738, 1336]
paragraph: More than 10,000 boy and girl students from Shanghai, and neighbouring cities, wearing khaki and nurses' uniforms, invaded the Government offices, demanding war. They smashed train windows and station furniture, bestrading the rail tracks and preventing the running of passenger trains. The railway officials finally succeeded in their intimidation, and provided them with travelling facilities which hitherto had been denied. bbox=[28, 986, 168, 1112]
subheading: MIRACULOUS ESCAPE OF OCCUPANTS. bbox=[193, 342, 309, 364]
byline: (United Press Association.—By Electric Telegraph.—Copyright.) bbox=[488, 911, 624, 931]
byline: (United Press Association.—By Electric Telegraph.—Copyright.) bbox=[183, 1278, 319, 1297]
dateline: LONDON, November 26. bbox=[48, 494, 148, 504]
subheading: MR FORBES AT NEW PLYMOUTH. bbox=[663, 880, 755, 902]
paragraph: Sporting writers suggest that the Jockey Club should intervene. bbox=[180, 958, 321, 978]
paragraph: Sir W. Layton was a member of the Bankers' Committee, which enquired into immediate credit funds for Germany in August. bbox=[486, 1360, 627, 1399]
paragraph: This last impression caused the final loss of control which had already weakened by a series of stresses of constitution. He was inherently weak. He thought she must be exterminated. bbox=[792, 1429, 933, 1487]
masthead-ornament: - — - — - — bbox=[22, 19, 113, 34]
paragraph: The composition of the Federal parties now is as follows:— bbox=[333, 1301, 474, 1321]
paragraph: The smaller Powers declare that Britain and France are wrecking the League of Nations' Covenant by passing such a weak resolution as that in reference to the Manchurian situation. bbox=[28, 723, 168, 781]
paragraph: Summing up in the Smith murder trial, His Honour remarked that the case was made more simple by the fact that the accused had admitted the offence in a statement. It had been stated by the defence that there bbox=[792, 1626, 933, 1693]
byline: (United Press Association.—By Electric Telegraph.—Co vright.) bbox=[184, 874, 317, 893]
paragraph: The effect of the Irish Sweepstakes in unduly increasing the fields for the races on which the Sweeps are held is perturbing racecourse officials. bbox=[180, 908, 321, 957]
paragraph: The question as to who will lead the anti-Labour forces in the election remains to be settled. There is one section not entirely satisfied with Mr Lyons, owing to his Labour leanings and lack of experience in Federal politics. The Nationalist Party in Tasmania has sought to obtain an assurance from him that he has definitely cut adrift from Labour, to which Mr Lyons replied he had automatically expelled himself by his alliance with the opposition. bbox=[333, 1024, 474, 1159]
subheading: FOUND NOT GUILTY bbox=[818, 1583, 907, 1594]
paragraph: Cross-examined, the witness said that he believed the date of the Te Rapa party was September 29. There was not much beer at the party. The witness said that he was "not exactly sober" when he took Mrs Smith home in the taxi. Mrs Smith was quite sober. bbox=[792, 794, 933, 871]
headline: IRISH SWEEP bbox=[192, 808, 310, 828]
paragraph: War clouds continue to gather over Southern Manchuria. The Japanese occupied Hsinmin after several days' skirmishing, and the Chinese forces at Chin Chow are launching a general attack on the Japanese shortly. bbox=[28, 829, 168, 896]
paragraph: Frederick A. De Mere, solicitor, of Hamilton, told the Court that he had known the prisoner for about forty years and had been a neighbour for fifteen years. Witness also had been associated with him in camp at Trentham during the war. Shortly before the tragedy Smith interviewed him over finance. bbox=[792, 283, 933, 380]
subheading: CHINA CONCILIATORY. bbox=[48, 479, 148, 490]
byline: (United Press Association.—By Electric Telegraph.—Copyright.) bbox=[30, 101, 166, 120]
paragraph: The League Council is to meet again on November 26th. bbox=[28, 454, 168, 474]
